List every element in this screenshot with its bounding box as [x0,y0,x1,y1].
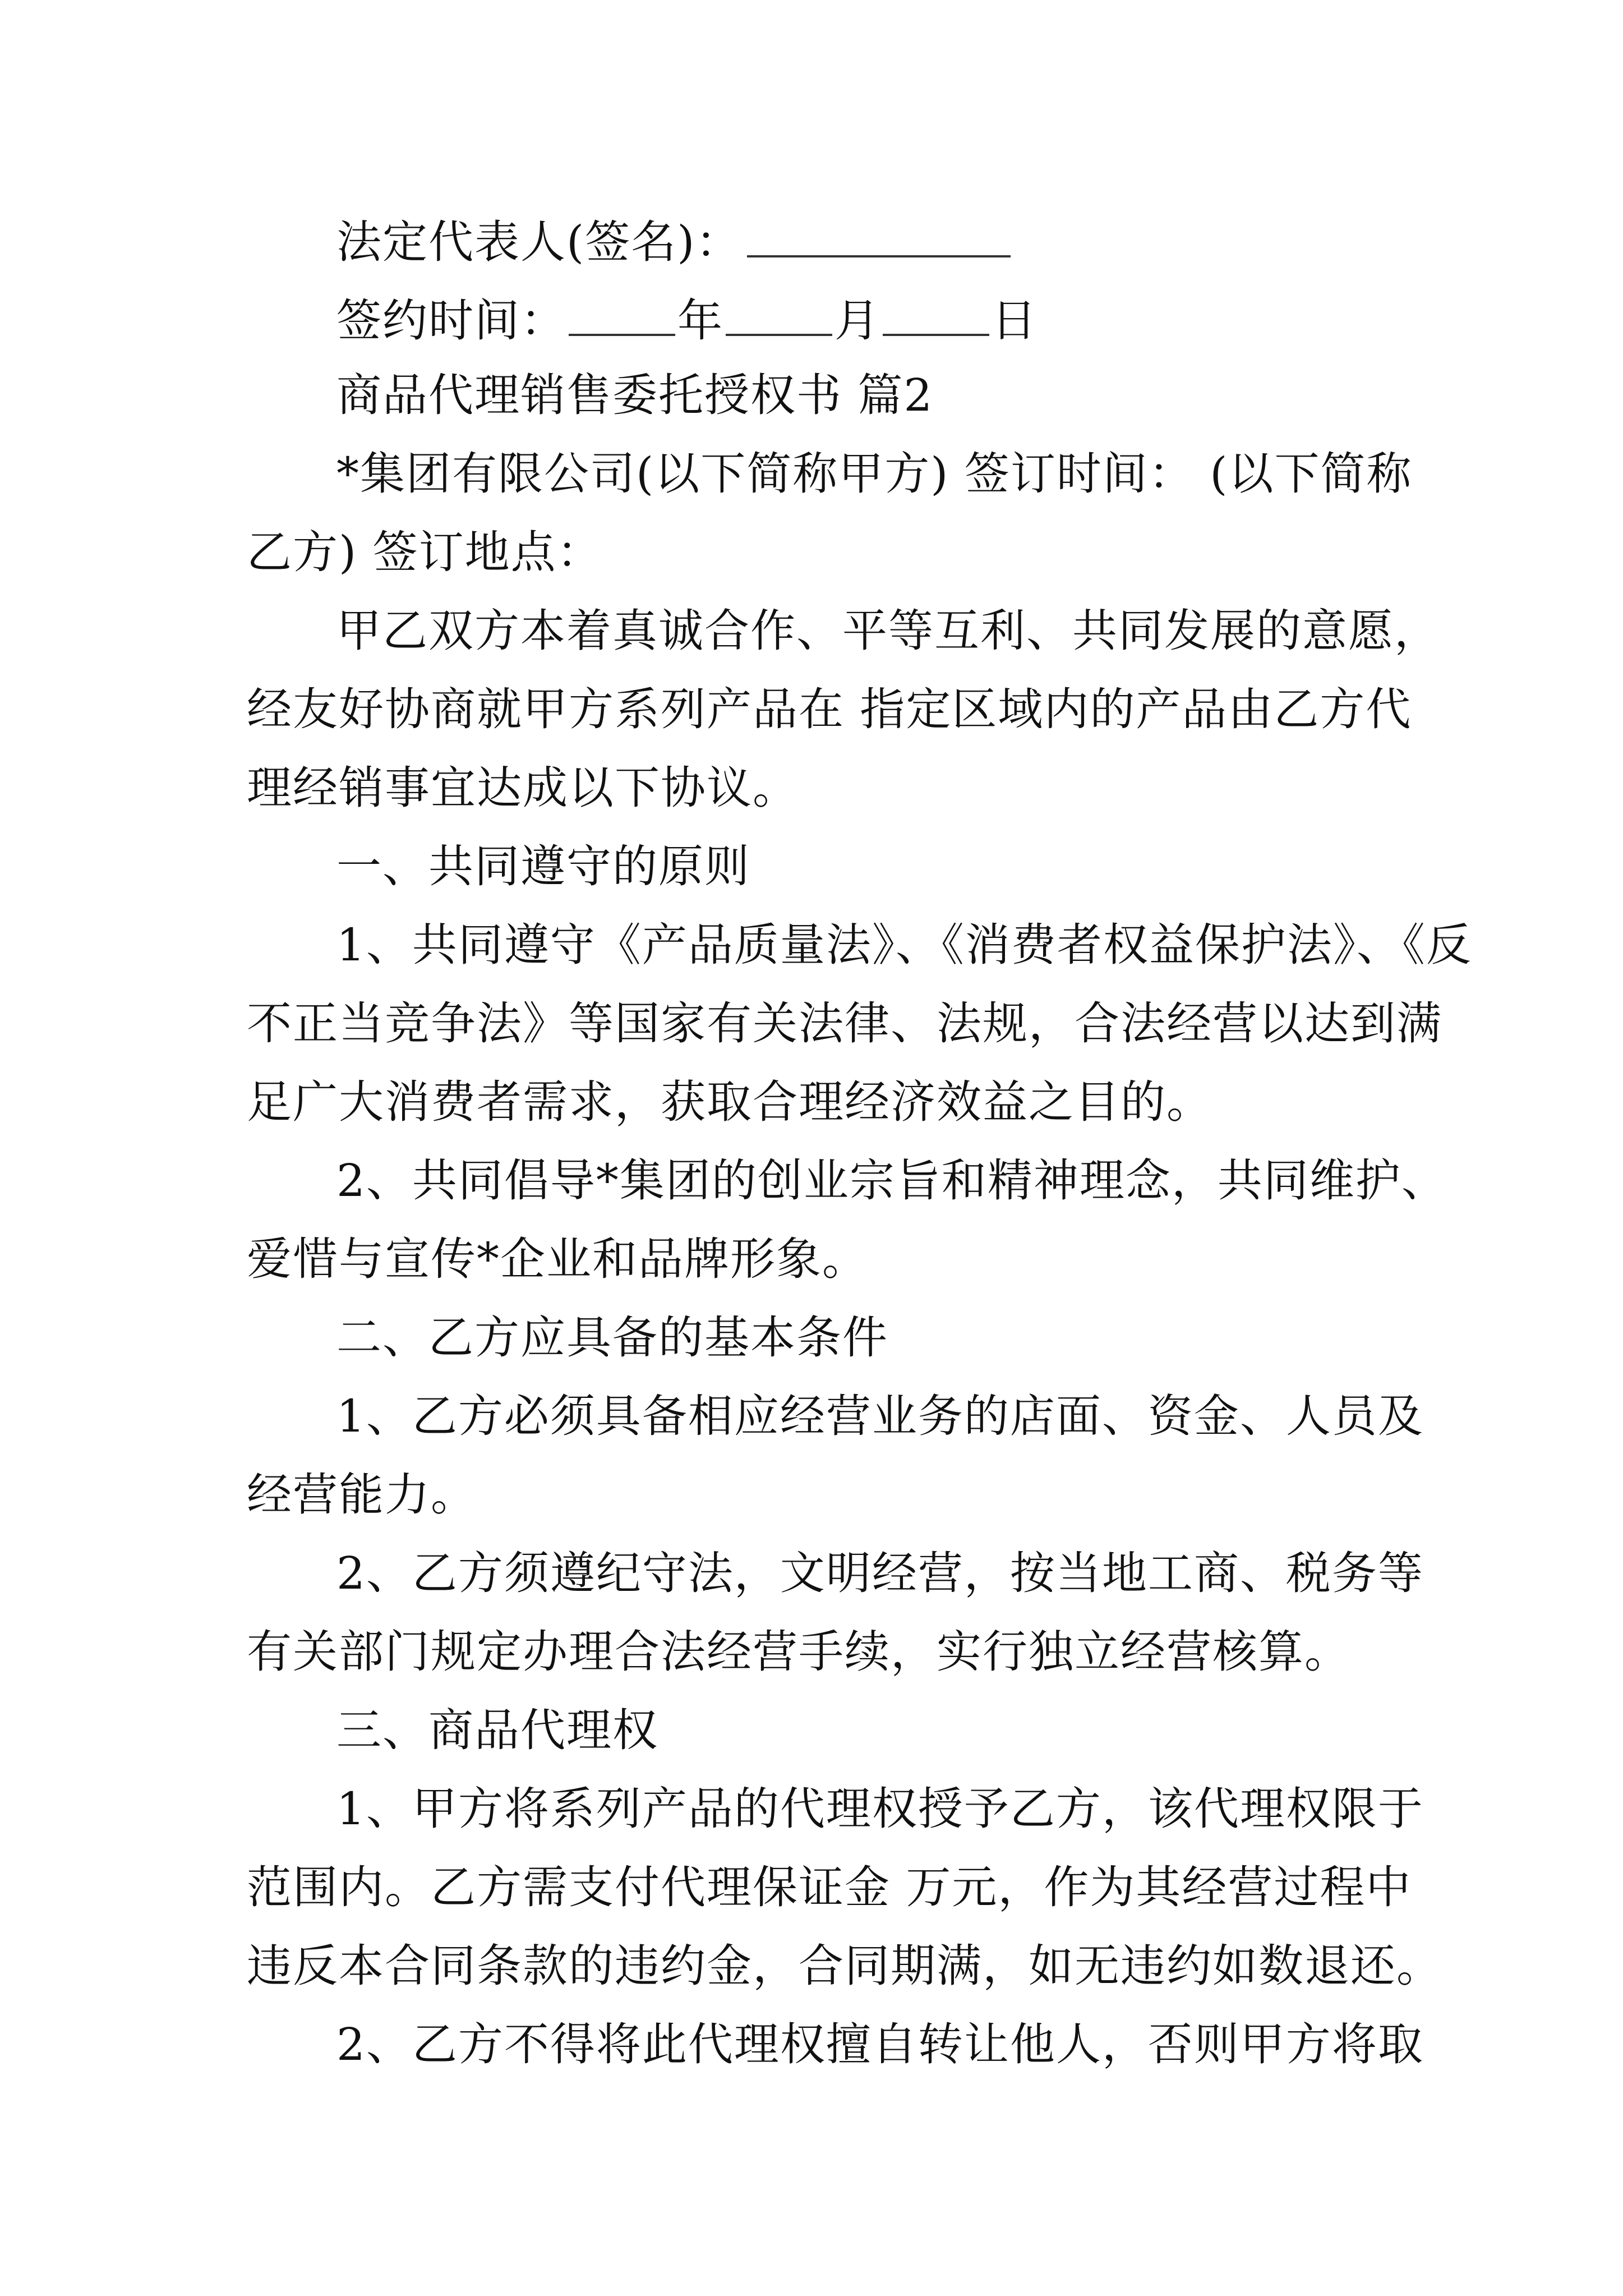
paragraph-line: 足广大消费者需求，获取合理经济效益之目的。 [247,1076,1212,1128]
paragraph-line: 不正当竞争法》等国家有关法律、法规，合法经营以达到满 [247,997,1442,1050]
paragraph-line: 1、甲方将系列产品的代理权授予乙方，该代理权限于 [336,1783,1424,1835]
paragraph-line: 2、共同倡导*集团的创业宗旨和精神理念，共同维护、 [336,1154,1447,1207]
paragraph-line: 违反本合同条款的违约金，合同期满，如无违约如数退还。 [247,1940,1442,1992]
year-label: 年 [677,295,723,347]
heading: 三、商品代理权 [336,1704,658,1756]
signature-line [336,216,1011,268]
sign-date-label: 签约时间： [336,295,566,347]
paragraph-line: 乙方) 签订地点： [247,526,603,578]
paragraph-line: 2、乙方不得将此代理权擅自转让他人，否则甲方将取 [336,2018,1424,2070]
month-blank [726,295,832,336]
paragraph-line: 经营能力。 [247,1469,477,1521]
paragraph-line: *集团有限公司(以下简称甲方) 签订时间： (以下简称 [336,448,1413,500]
paragraph-line: 经友好协商就甲方系列产品在 指定区域内的产品由乙方代 [247,683,1412,735]
paragraph-line: 范围内。乙方需支付代理保证金 万元，作为其经营过程中 [247,1861,1412,1913]
signature-blank [747,216,1011,257]
paragraph-line: 1、乙方必须具备相应经营业务的店面、资金、人员及 [336,1390,1424,1442]
day-label: 日 [992,295,1038,347]
paragraph-line: 理经销事宜达成以下协议。 [247,762,799,814]
paragraph-line: 2、乙方须遵纪守法，文明经营，按当地工商、税务等 [336,1547,1424,1599]
month-label: 月 [834,295,880,347]
paragraph-line: 有关部门规定办理合法经营手续，实行独立经营核算。 [247,1626,1350,1678]
year-blank [569,295,675,336]
paragraph-line: 甲乙双方本着真诚合作、平等互利、共同发展的意愿， [336,605,1440,657]
paragraph-line: 1、共同遵守《产品质量法》、《消费者权益保护法》、《反 [336,919,1472,971]
paragraph-line: 爱惜与宣传*企业和品牌形象。 [247,1233,868,1285]
section-title: 商品代理销售委托授权书 篇2 [336,369,934,421]
day-blank [883,295,989,336]
heading: 二、乙方应具备的基本条件 [336,1312,888,1364]
sign-date-line [336,295,1038,347]
heading: 一、共同遵守的原则 [336,840,750,892]
signature-label: 法定代表人(签名)： [336,216,742,268]
